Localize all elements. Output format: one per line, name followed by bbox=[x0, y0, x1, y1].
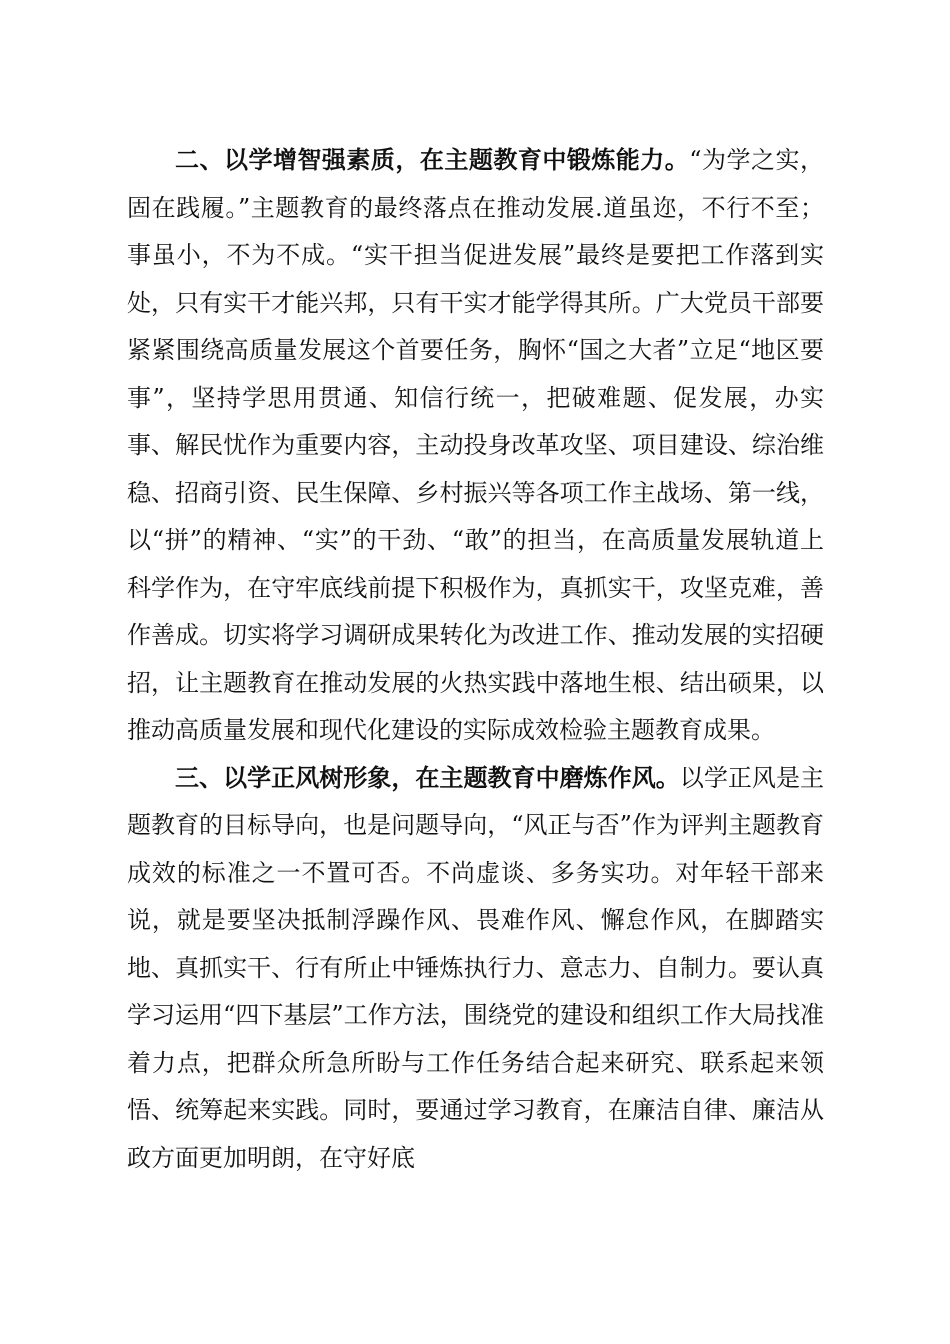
section-three-heading: 三、以学正风树形象，在主题教育中磨炼作风。 bbox=[175, 763, 680, 792]
document-body bbox=[127, 137, 824, 1182]
section-three-text: 以学正风是主题教育的目标导向，也是问题导向，“风正与否”作为评判主题教育成效的标准之一不置可否。不尚虚谈、多务实功。对年轻干部来说，就是要坚决抵制浮躁作风、畏难作风、懈怠作风，在脚踏实地、真抓实干、行有所止中锤炼执行力、意志力、自制力。要认真学习运用“四下基层”工作方法，围绕党的建设和组织工作大局找准着力点，把群众所急所盼与工作任务结合起来研究、联系起来领悟、统筹起来实践。同时，要通过学习教育，在廉洁自律、廉洁从政方面更加明朗，在守好底 bbox=[127, 763, 825, 1172]
section-two-text: “为学之实，固在践履。”主题教育的最终落点在推动发展.道虽迩，不行不至；事虽小，不为不成。“实干担当促进发展”最终是要把工作落到实处，只有实干才能兴邦，只有干实才能学得其所。广大党员干部要紧紧围绕高质量发展这个首要任务，胸怀“国之大者”立足“地区要事”，坚持学思用贯通、知信行统一，把破难题、促发展，办实事、解民忧作为重要内容，主动投身改革攻坚、项目建设、综治维稳、招商引资、民生保障、乡村振兴等各项工作主战场、第一线，以“拼”的精神、“实”的干劲、“敢”的担当，在高质量发展轨道上科学作为，在守牢底线前提下积极作为，真抓实干，攻坚克难，善作善成。切实将学习调研成果转化为改进工作、推动发展的实招硬招，让主题教育在推动发展的火热实践中落地生根、结出硕果，以推动高质量发展和现代化建设的实际成效检验主题教育成果。 bbox=[127, 146, 824, 744]
paragraph-section-two bbox=[127, 137, 824, 755]
paragraph-section-three bbox=[127, 755, 824, 1183]
section-two-heading: 二、以学增智强素质，在主题教育中锻炼能力。 bbox=[175, 146, 690, 174]
